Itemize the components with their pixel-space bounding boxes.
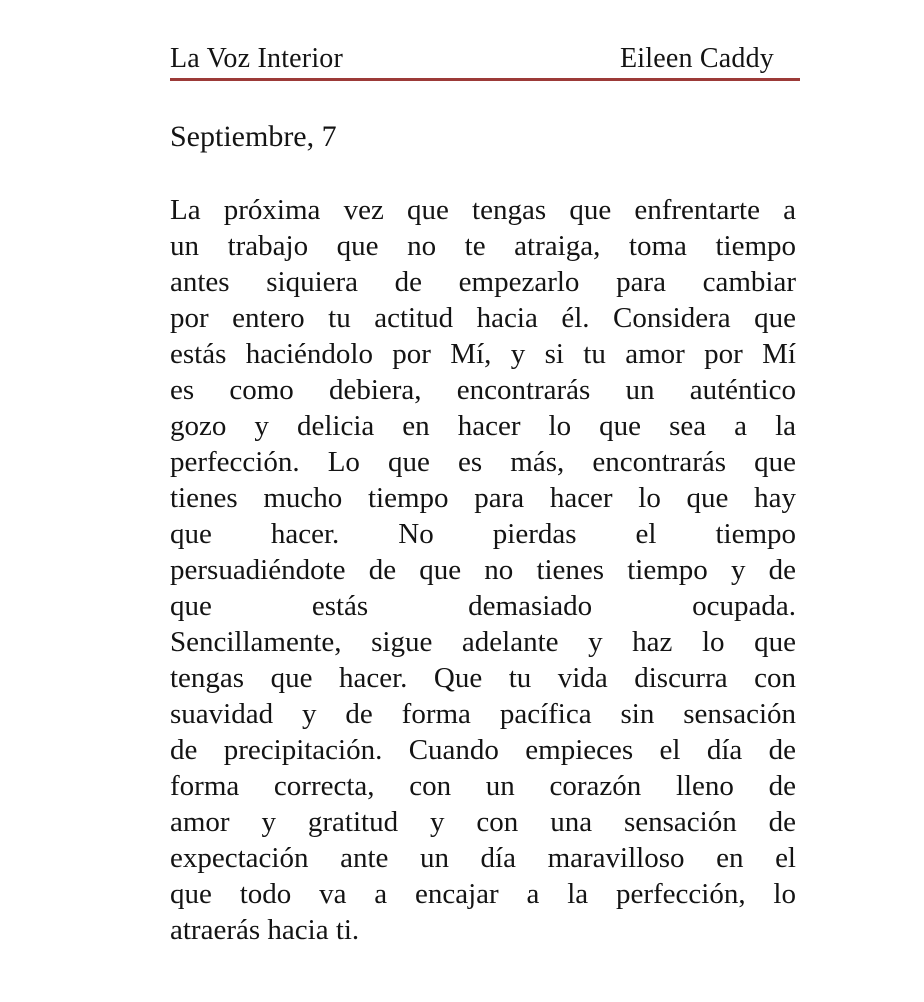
- paragraph-line: tienes mucho tiempo para hacer lo que hay: [170, 482, 796, 514]
- paragraph-line: que todo va a encajar a la perfección, lo: [170, 878, 796, 910]
- paragraph-line: amor y gratitud y con una sensación de: [170, 806, 796, 838]
- paragraph-line: es como debiera, encontrarás un auténtico: [170, 374, 796, 406]
- paragraph-line: tengas que hacer. Que tu vida discurra con: [170, 662, 796, 694]
- entry-paragraph: [170, 154, 796, 948]
- paragraph-line: perfección. Lo que es más, encontrarás que: [170, 446, 796, 478]
- book-title: La Voz Interior: [170, 43, 344, 74]
- author-name: Eileen Caddy: [619, 43, 774, 74]
- book-header: [170, 0, 796, 81]
- paragraph-line: suavidad y de forma pacífica sin sensación: [170, 698, 796, 730]
- paragraph-line: gozo y delicia en hacer lo que sea a la: [170, 410, 796, 442]
- paragraph-line: La próxima vez que tengas que enfrentarte a: [170, 194, 796, 226]
- date-heading: Septiembre, 7: [170, 120, 337, 153]
- paragraph-line: Sencillamente, sigue adelante y haz lo que: [170, 626, 796, 658]
- header-rule-divider: [170, 78, 800, 81]
- paragraph-line: que estás demasiado ocupada.: [170, 590, 796, 622]
- paragraph-line: atraerás hacia ti.: [170, 914, 360, 946]
- paragraph-line: estás haciéndolo por Mí, y si tu amor por Mí: [170, 338, 796, 370]
- paragraph-line: por entero tu actitud hacia él. Considera que: [170, 302, 796, 334]
- paragraph-line: de precipitación. Cuando empieces el día de: [170, 734, 796, 766]
- paragraph-line: antes siquiera de empezarlo para cambiar: [170, 266, 796, 298]
- book-page: [170, 0, 796, 948]
- paragraph-line: persuadiéndote de que no tienes tiempo y de: [170, 554, 796, 586]
- paragraph-line: que hacer. No pierdas el tiempo: [170, 518, 796, 550]
- paragraph-line: expectación ante un día maravilloso en el: [170, 842, 796, 874]
- paragraph-line: forma correcta, con un corazón lleno de: [170, 770, 796, 802]
- paragraph-line: un trabajo que no te atraiga, toma tiempo: [170, 230, 796, 262]
